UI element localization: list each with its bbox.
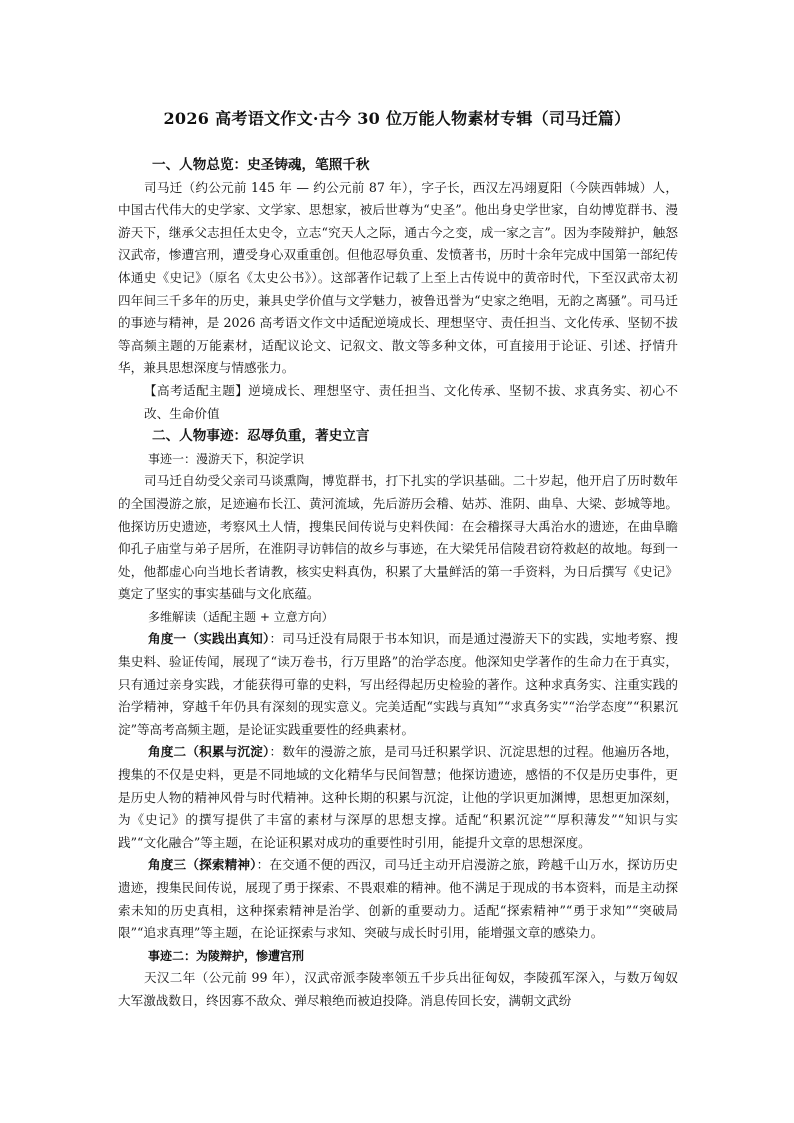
document-body — [118, 154, 678, 1013]
angle-two-text: ：数年的漫游之旅，是司马迁积累学识、沉淀思想的过程。他遍历各地，搜集的不仅是史料，更是不同地域的文化精华与民间智慧；他探访遗迹，感悟的不仅是历史事件，更是历史人物的精神风骨与时代精神。这种长期的积累与沉淀，让他的学识更加渊博，思想更加深刻，为《史记》的撰写提供了丰富的素材与深厚的思想支撑。适配“积累沉淀”“厚积薄发”“知识与实践”“文化融合”等主题，在论证积累对成功的重要性时引用，能提升文章的思想深度。 — [118, 744, 679, 850]
overview-paragraph: 司马迁（约公元前 145 年 — 约公元前 87 年），字子长，西汉左冯翊夏阳（今陕西韩城）人，中国古代伟大的史学家、文学家、思想家，被后世尊为“史圣”。他出身史学世家，自幼博览群书、漫游天下，继承父志担任太史令，立志“究天人之际，通古今之变，成一家之言”。因为李陵辩护，触怒汉武帝，惨遭宫刑，遭受身心双重重创。但他忍辱负重、发愤著书，历时十余年完成中国第一部纪传体通史《史记》（原名《太史公书》）。这部著作记载了上至上古传说中的黄帝时代，下至汉武帝太初四年间三千多年的历史，兼具史学价值与文学魅力，被鲁迅誉为“史家之绝唱，无韵之离骚”。司马迁的事迹与精神，是 2026 高考语文作文中适配逆境成长、理想坚守、责任担当、文化传承、坚韧不拔等高频主题的万能素材，适配议论文、记叙文、散文等多种文体，可直接用于论证、引述、抒情升华，兼具思想深度与情感张力。 — [118, 179, 678, 376]
deed-one-title: 事迹一：漫游天下，积淀学识 — [148, 451, 305, 466]
section-heading-overview: 一、人物总览：史圣铸魂，笔照千秋 — [152, 157, 370, 173]
angle-three-label: 角度三（探索精神） — [148, 857, 257, 873]
angle-one-text: ：司马迁没有局限于书本知识，而是通过漫游天下的实践，实地考察、搜集史料、验证传闻，展现了“读万卷书，行万里路”的治学态度。他深知史学著作的生命力在于真实，只有通过亲身实践，才能获得可靠的史料，写出经得起历史检验的著作。这种求真务实、注重实践的治学精神，穿越千年仍具有深刻的现实意义。完美适配“实践与真知”“求真务实”“治学态度”“积累沉淀”等高考高频主题，是论证实践重要性的经典素材。 — [118, 631, 679, 737]
angle-two-paragraph — [118, 741, 678, 854]
deed-two-title: 事迹二：为陵辩护，惨遭宫刑 — [148, 948, 305, 963]
multi-interpretation-title: 多维解读（适配主题 + 立意方向） — [148, 609, 334, 624]
deed-two-paragraph: 天汉二年（公元前 99 年），汉武帝派李陵率领五千步兵出征匈奴，李陵孤军深入，与数万匈奴大军激战数日，终因寡不敌众、弹尽粮绝而被迫投降。消息传回长安，满朝文武纷 — [118, 970, 678, 1008]
angle-two-label: 角度二（积累与沉淀） — [148, 744, 270, 760]
section-heading-deeds: 二、人物事迹：忍辱负重，著史立言 — [152, 428, 370, 445]
angle-one-label: 角度一（实践出真知） — [148, 631, 270, 647]
deed-one-paragraph: 司马迁自幼受父亲司马谈熏陶，博览群书，打下扎实的学识基础。二十岁起，他开启了历时数年的全国漫游之旅，足迹遍布长江、黄河流域，先后游历会稽、姑苏、淮阴、曲阜、大梁、彭城等地。他探访历史遗迹，考察风土人情，搜集民间传说与史料佚闻：在会稽探寻大禹治水的遗迹，在曲阜瞻仰孔子庙堂与弟子居所，在淮阴寻访韩信的故乡与事迹，在大梁凭吊信陵君窃符救赵的故地。每到一处，他都虚心向当地长者请教，核实史料真伪，积累了大量鲜活的第一手资料，为日后撰写《史记》奠定了坚实的事实基础与文化底蕴。 — [118, 473, 678, 602]
angle-three-paragraph — [118, 854, 678, 944]
page-title: 2026 高考语文作文·古今 30 位万能人物素材专辑（司马迁篇） — [163, 109, 631, 128]
applicable-themes: 【高考适配主题】逆境成长、理想坚守、责任担当、文化传承、坚韧不拔、求真务实、初心不改、生命价值 — [144, 382, 678, 421]
angle-one-paragraph — [118, 628, 678, 741]
angle-three-text: ：在交通不便的西汉，司马迁主动开启漫游之旅，跨越千山万水，探访历史遗迹，搜集民间传说，展现了勇于探索、不畏艰难的精神。他不满足于现成的书本资料，而是主动探索未知的历史真相，这种探索精神是治学、创新的重要动力。适配“探索精神”“勇于求知”“突破局限”“追求真理”等主题，在论证探索与求知、突破与成长时引用，能增强文章的感染力。 — [118, 857, 679, 941]
